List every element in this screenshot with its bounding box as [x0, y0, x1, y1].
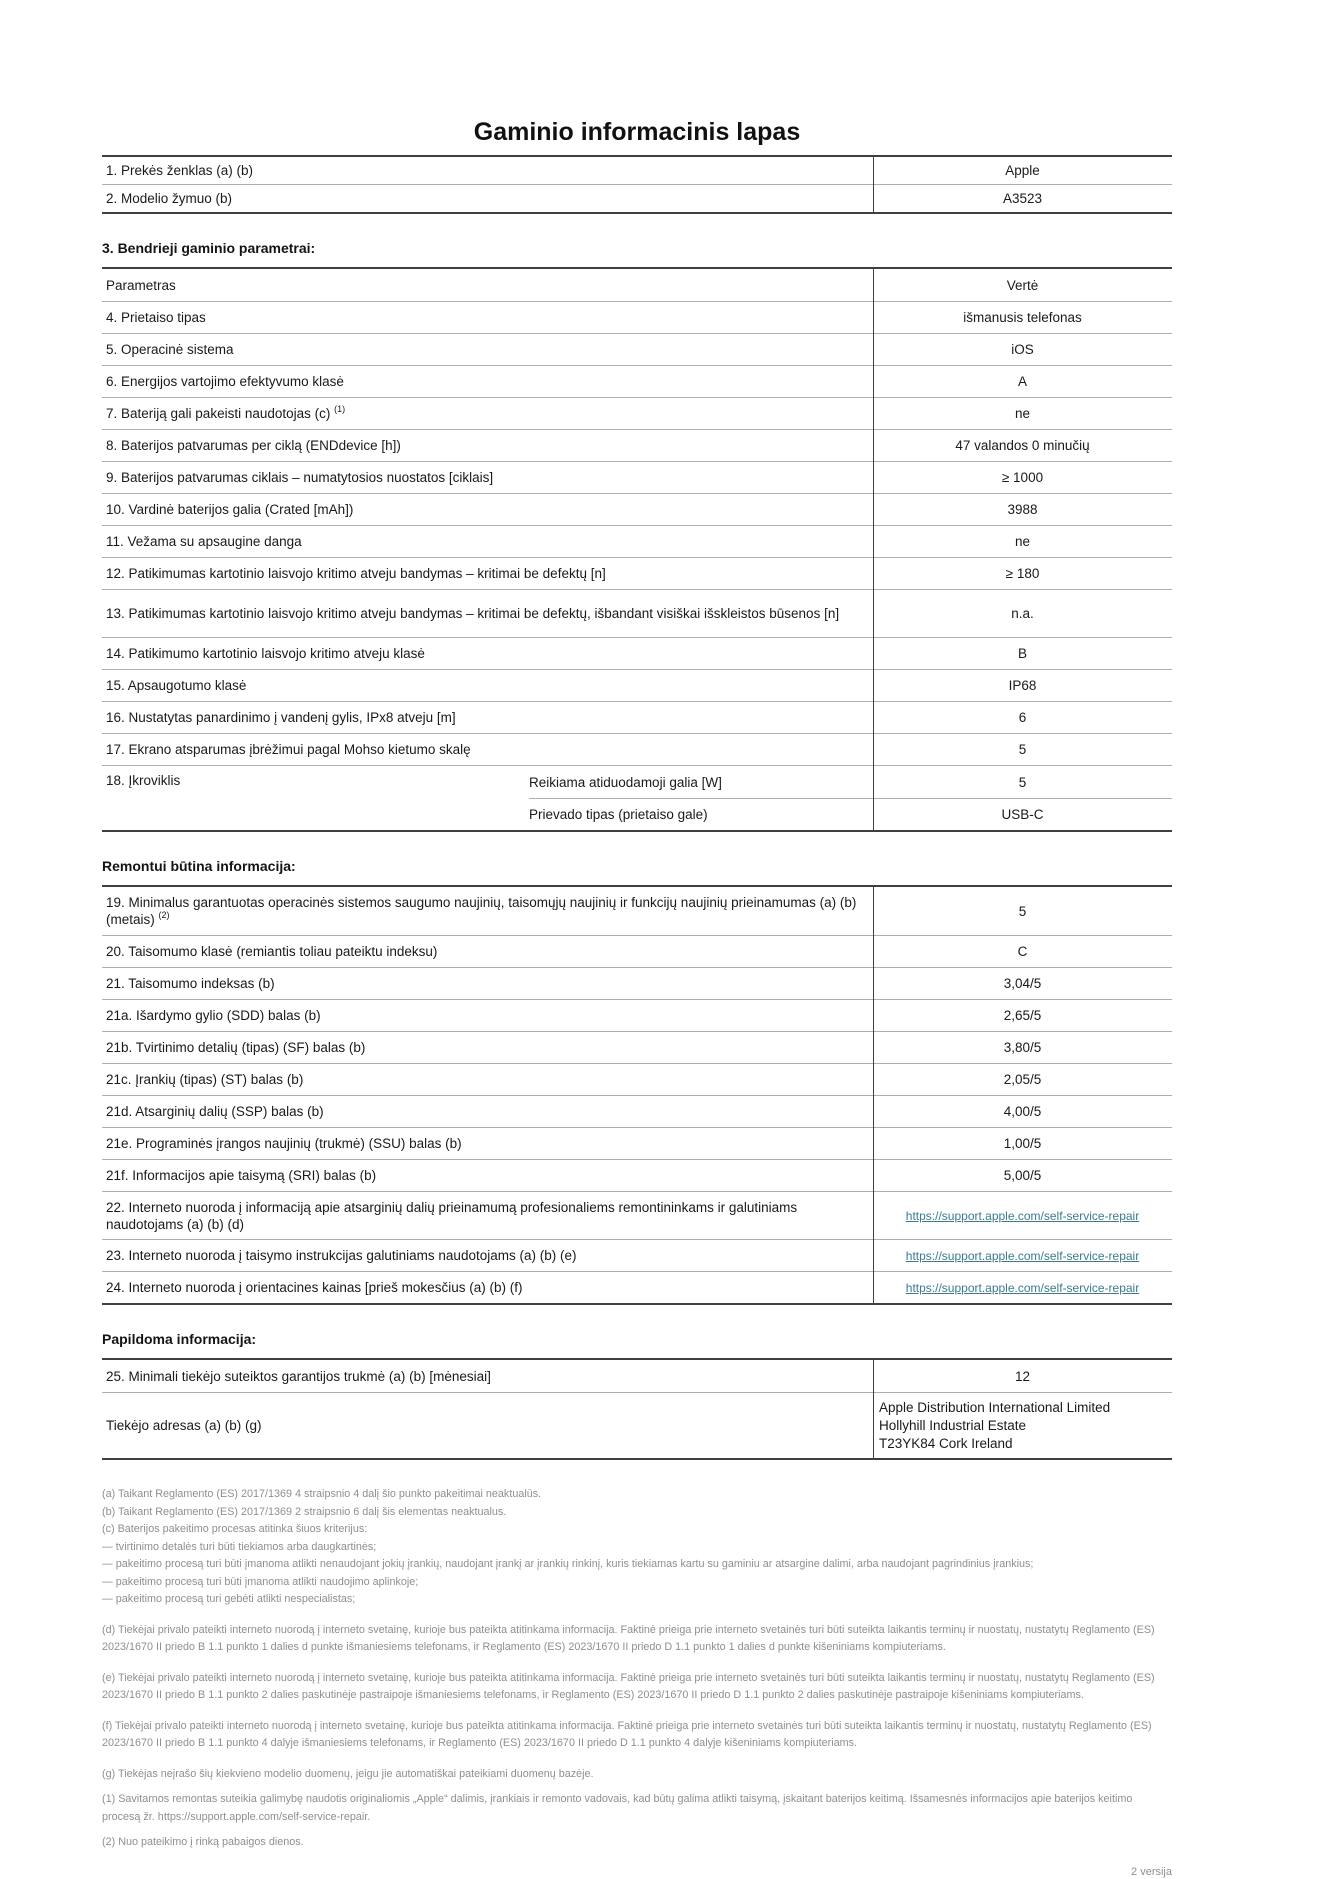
- charger-subtable: [529, 766, 1172, 830]
- row-value: Apple: [1005, 163, 1040, 178]
- footnote-g: (g) Tiekėjas neįrašo šių kiekvieno modelio duomenų, jeigu jie automatiškai pateikiami duomenų bazėje.: [102, 1767, 594, 1780]
- row-value: [873, 1242, 1172, 1270]
- row-label-text: 7. Bateriją gali pakeisti naudotojas (c): [106, 406, 331, 421]
- row-label: 20. Taisomumo klasė (remiantis toliau pateiktu indeksu): [106, 944, 438, 959]
- self-service-repair-link[interactable]: https://support.apple.com/self-service-repair: [905, 1280, 1140, 1295]
- footnote-1: (1) Savitarnos remontas suteikia galimybę naudotis originaliomis „Apple“ dalimis, įrankiais ir remonto vadovais, kad būtų galima atlikti taisymą, įskaitant baterijos keitimą. Išsamesnės informacijos apie baterijos keitimo procesą žr. https://support.apple.com/self-service-repair.: [102, 1793, 1133, 1823]
- column-header-value: Vertė: [1006, 277, 1039, 293]
- footnote-c: (c) Baterijos pakeitimo procesas atitinka šiuos kriterijus:: [102, 1523, 368, 1535]
- table-row: [102, 1127, 1172, 1159]
- table-row: [102, 429, 1172, 461]
- repair-information-table: [102, 885, 1172, 1305]
- charger-row: [102, 765, 1172, 830]
- row-value: A3523: [1002, 191, 1043, 206]
- row-label: 12. Patikimumas kartotinio laisvojo kritimo atveju bandymas – kritimai be defektų [n]: [106, 566, 606, 581]
- row-label: 2. Modelio žymuo (b): [106, 191, 233, 206]
- column-divider: [873, 1360, 874, 1458]
- column-divider: [873, 887, 874, 1303]
- table-row: [529, 798, 1172, 830]
- table-row: [102, 301, 1172, 333]
- row-value: ne: [1014, 406, 1031, 421]
- table-row: [102, 157, 1172, 184]
- table-row: [102, 493, 1172, 525]
- product-information-sheet: [102, 0, 1172, 1878]
- row-value: 3,80/5: [1003, 1040, 1042, 1055]
- table-row: [102, 589, 1172, 637]
- section-heading-general: 3. Bendrieji gaminio parametrai:: [102, 240, 316, 256]
- row-label: 5. Operacinė sistema: [106, 342, 234, 357]
- supplier-address: [873, 1394, 1172, 1458]
- table-row: [102, 887, 1172, 935]
- row-value: 3,04/5: [1003, 976, 1042, 991]
- row-label: 21c. Įrankių (tipas) (ST) balas (b): [106, 1072, 304, 1087]
- table-row: [102, 935, 1172, 967]
- row-label: 24. Interneto nuoroda į orientacines kainas [prieš mokesčius (a) (b) (f): [106, 1280, 523, 1295]
- row-label: 6. Energijos vartojimo efektyvumo klasė: [106, 374, 344, 389]
- row-value: 5: [1018, 742, 1027, 757]
- footnote-b: (b) Taikant Reglamento (ES) 2017/1369 2 straipsnio 6 dalį šis elementas neaktualus.: [102, 1505, 507, 1518]
- row-label: 10. Vardinė baterijos galia (Crated [mAh]): [106, 502, 354, 517]
- table-row: [102, 333, 1172, 365]
- id-table: [102, 155, 1172, 214]
- footnote-f: (f) Tiekėjai privalo pateikti interneto nuorodą į interneto svetainę, kurioje bus pateikta atitinkama informacija. Faktinė prieiga prie interneto svetainės turi būti suteikta laikantis terminų ir nuostatų, nustatytų Reglamento (ES) 2023/1670 II priedo B 1.1 punkto 4 dalyje išmaniesiems telefonams, ir Reglamento (ES) 2023/1670 II priedo D 1.1 punkto 4 dalyje kišeniniams kompiuteriams.: [102, 1719, 1152, 1749]
- row-label: 9. Baterijos patvarumas ciklais – numatytosios nuostatos [ciklais]: [106, 470, 494, 485]
- row-label: 15. Apsaugotumo klasė: [106, 678, 247, 693]
- table-row: [102, 1239, 1172, 1271]
- row-label: 23. Interneto nuoroda į taisymo instrukcijas galutiniams naudotojams (a) (b) (e): [106, 1248, 577, 1263]
- table-row: [102, 1063, 1172, 1095]
- row-label: 18. Įkroviklis: [106, 773, 181, 788]
- row-value: 2,05/5: [1003, 1072, 1042, 1087]
- row-value: B: [1017, 646, 1027, 661]
- row-value: IP68: [1008, 678, 1037, 693]
- table-row: [102, 669, 1172, 701]
- footnote-a: (a) Taikant Reglamento (ES) 2017/1369 4 straipsnio 4 dalį šio punkto pakeitimai neaktualūs.: [102, 1488, 542, 1500]
- table-row: [102, 397, 1172, 429]
- row-value: ≥ 1000: [1001, 470, 1044, 485]
- row-label: 22. Interneto nuoroda į informaciją apie atsarginių dalių prieinamumą profesionaliems remontininkams ir galutiniams naudotojams (a) (b) (d): [106, 1199, 798, 1232]
- section-heading-additional: Papildoma informacija:: [102, 1331, 257, 1347]
- general-parameters-table: [102, 267, 1172, 832]
- row-value: iOS: [1011, 342, 1034, 357]
- row-label: 14. Patikimumo kartotinio laisvojo kritimo atveju klasė: [106, 646, 425, 661]
- row-label: 4. Prietaiso tipas: [106, 310, 206, 325]
- row-value: 5,00/5: [1003, 1168, 1042, 1183]
- address-line: Apple Distribution International Limited: [879, 1399, 1111, 1415]
- supplier-address-row: [102, 1392, 1172, 1458]
- row-label: [102, 400, 873, 427]
- row-label: 25. Minimali tiekėjo suteiktos garantijos trukmė (a) (b) [mėnesiai]: [106, 1368, 491, 1384]
- row-value: ≥ 180: [1005, 566, 1040, 581]
- row-value: 4,00/5: [1003, 1104, 1042, 1119]
- row-label: [102, 889, 873, 933]
- table-row: [102, 637, 1172, 669]
- table-row: [102, 1360, 1172, 1392]
- table-row: [102, 365, 1172, 397]
- row-label: 21. Taisomumo indeksas (b): [106, 976, 275, 991]
- table-row: [102, 701, 1172, 733]
- row-value: 2,65/5: [1003, 1008, 1042, 1023]
- additional-information-table: [102, 1358, 1172, 1460]
- row-label: Prievado tipas (prietaiso gale): [529, 807, 708, 822]
- table-row: [102, 999, 1172, 1031]
- address-line: Hollyhill Industrial Estate: [879, 1417, 1027, 1433]
- row-value: 3988: [1007, 502, 1038, 517]
- row-label: 1. Prekės ženklas (a) (b): [106, 163, 254, 178]
- table-row: [102, 1095, 1172, 1127]
- table-row: [102, 1159, 1172, 1191]
- self-service-repair-link[interactable]: https://support.apple.com/self-service-repair: [905, 1248, 1140, 1263]
- row-value: 12: [1014, 1368, 1031, 1384]
- row-label: 21d. Atsarginių dalių (SSP) balas (b): [106, 1104, 324, 1119]
- row-value: ne: [1014, 534, 1031, 549]
- column-header-parameter: Parametras: [106, 277, 176, 293]
- table-row: [102, 1271, 1172, 1303]
- document-version: 2 versija: [1131, 1865, 1172, 1878]
- table-row: [102, 461, 1172, 493]
- column-divider: [873, 269, 874, 830]
- table-row: [102, 1191, 1172, 1239]
- row-value: 47 valandos 0 minučių: [955, 438, 1090, 453]
- footnote-c-criterion: — pakeitimo procesą turi gebėti atlikti nespecialistas;: [102, 1593, 356, 1605]
- column-divider: [873, 157, 874, 212]
- footnotes: [102, 1486, 1172, 1852]
- row-label: 21a. Išardymo gylio (SDD) balas (b): [106, 1008, 321, 1023]
- row-label: 8. Baterijos patvarumas per ciklą (ENDdevice [h]): [106, 438, 401, 453]
- table-row: [102, 733, 1172, 765]
- footnote-c-criterion: — pakeitimo procesą turi būti įmanoma atlikti nenaudojant jokių įrankių, naudojant įrankį ar įrankių rinkinį, kuris tiekiamas kartu su gaminiu ar atsargine dalimi, arba naudojant pagrindinius įrankius;: [102, 1558, 1034, 1570]
- section-heading-repair: Remontui būtina informacija:: [102, 858, 296, 874]
- row-value: išmanusis telefonas: [963, 310, 1082, 325]
- footnote-ref-1: (1): [334, 404, 346, 414]
- row-label: 16. Nustatytas panardinimo į vandenį gylis, IPx8 atveju [m]: [106, 710, 456, 725]
- table-row: [102, 557, 1172, 589]
- row-value: n.a.: [1011, 606, 1034, 621]
- footnote-e: (e) Tiekėjai privalo pateikti interneto nuorodą į interneto svetainę, kurioje bus pateikta atitinkama informacija. Faktinė prieiga prie interneto svetainės turi būti suteikta laikantis terminų ir nuostatų, nustatytų Reglamento (ES) 2023/1670 II priedo B 1.1 punkto 2 dalies paskutinėje pastraipoje išmaniesiems telefonams, ir Reglamento (ES) 2023/1670 II priedo D 1.1 punkto 2 dalies paskutinėje pastraipoje kišeniniams kompiuteriams.: [102, 1671, 1155, 1701]
- table-row: [529, 766, 1172, 798]
- row-value: 1,00/5: [1003, 1136, 1042, 1151]
- table-row: [102, 967, 1172, 999]
- row-value: 5: [1018, 903, 1027, 919]
- row-value: [873, 1202, 1172, 1230]
- row-label: 13. Patikimumas kartotinio laisvojo kritimo atveju bandymas – kritimai be defektų, išbandant visiškai išskleistos būsenos [n]: [106, 606, 840, 621]
- table-header-row: [102, 269, 1172, 301]
- footnote-c-criterion: — pakeitimo procesą turi būti įmanoma atlikti naudojimo aplinkoje;: [102, 1575, 419, 1588]
- row-value: C: [1017, 944, 1028, 959]
- row-value: 5: [1018, 774, 1027, 790]
- row-label: 21e. Programinės įrangos naujinių (trukmė) (SSU) balas (b): [106, 1136, 462, 1151]
- self-service-repair-link[interactable]: https://support.apple.com/self-service-repair: [905, 1208, 1140, 1223]
- table-row: [102, 1031, 1172, 1063]
- row-value: A: [1017, 374, 1027, 389]
- table-row: [102, 525, 1172, 557]
- footnote-ref-2: (2): [158, 910, 170, 920]
- row-label: Reikiama atiduodamoji galia [W]: [529, 774, 722, 790]
- row-label: 17. Ekrano atsparumas įbrėžimui pagal Mohso kietumo skalę: [106, 742, 471, 757]
- row-label: Tiekėjo adresas (a) (b) (g): [106, 1418, 262, 1433]
- row-value: 6: [1018, 710, 1027, 725]
- page-title: Gaminio informacinis lapas: [473, 118, 801, 146]
- footnote-d: (d) Tiekėjai privalo pateikti interneto nuorodą į interneto svetainę, kurioje bus pateikta atitinkama informacija. Faktinė prieiga prie interneto svetainės turi būti suteikta laikantis terminų ir nuostatų, nustatytų Reglamento (ES) 2023/1670 II priedo B 1.1 punkto 1 dalies d punkte išmaniesiems telefonams, ir Reglamento (ES) 2023/1670 II priedo D 1.1 punkto 1 dalies d punkte kišeniniams kompiuteriams.: [102, 1623, 1155, 1653]
- row-value: USB-C: [1001, 807, 1044, 822]
- row-label: 21f. Informacijos apie taisymą (SRI) balas (b): [106, 1168, 377, 1183]
- row-label-text: 19. Minimalus garantuotas operacinės sistemos saugumo naujinių, taisomųjų naujinių ir funkcijų naujinių prieinamumas (a) (b) (metais): [106, 895, 857, 927]
- footnote-2: (2) Nuo pateikimo į rinką pabaigos dienos.: [102, 1836, 304, 1848]
- footnote-c-criterion: — tvirtinimo detalės turi būti tiekiamos arba daugkartinės;: [102, 1540, 377, 1553]
- row-label: 11. Vežama su apsaugine danga: [106, 534, 302, 549]
- table-row: [102, 184, 1172, 212]
- row-label: 21b. Tvirtinimo detalių (tipas) (SF) balas (b): [106, 1040, 366, 1055]
- row-value: [873, 1274, 1172, 1302]
- address-line: T23YK84 Cork Ireland: [879, 1435, 1013, 1451]
